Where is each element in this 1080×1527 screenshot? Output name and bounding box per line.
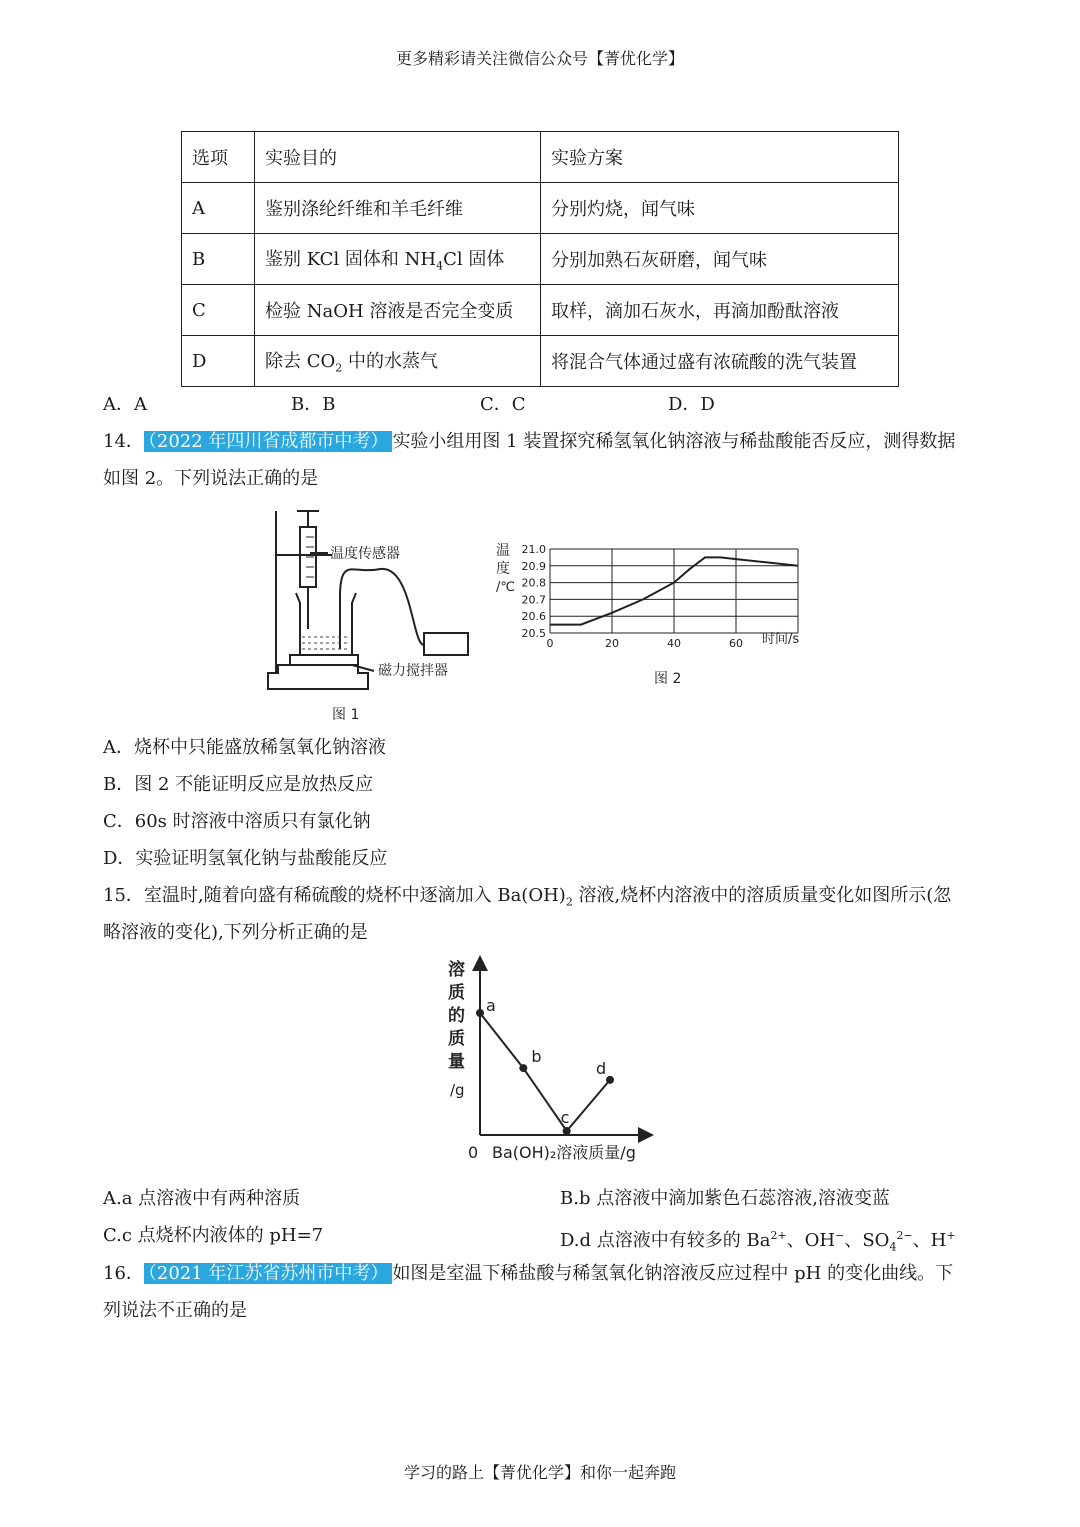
x-tick-label: 20 bbox=[605, 637, 619, 650]
x-axis-label: 时间/s bbox=[762, 632, 800, 647]
q14-source-tag: （2022 年四川省成都市中考） bbox=[144, 431, 393, 452]
beaker bbox=[296, 593, 356, 655]
table-row bbox=[182, 336, 899, 387]
chart-x-ticks bbox=[547, 637, 744, 650]
x-tick-label: 60 bbox=[729, 637, 743, 650]
figure-1-apparatus bbox=[262, 505, 482, 725]
table-cell-option: D bbox=[182, 336, 255, 387]
y-axis-label-char: 质 bbox=[448, 1029, 465, 1049]
figure-2-caption: 图 2 bbox=[654, 671, 682, 687]
q14-option-d: D．实验证明氢氧化钠与盐酸能反应 bbox=[103, 848, 388, 869]
table-row bbox=[182, 234, 899, 285]
q15-option-a: A.a 点溶液中有两种溶质 bbox=[103, 1188, 301, 1209]
point-label-c: c bbox=[560, 1108, 570, 1127]
q13-choice-b: B．B bbox=[291, 394, 336, 415]
table-cell-option: B bbox=[182, 234, 255, 285]
q15-stem-line2: 略溶液的变化),下列分析正确的是 bbox=[103, 922, 368, 943]
chart-y-ticks bbox=[522, 543, 547, 640]
q14-stem-text: 实验小组用图 1 装置探究稀氢氧化钠溶液与稀盐酸能否反应，测得数据 bbox=[392, 431, 956, 452]
table-cell-plan: 取样，滴加石灰水，再滴加酚酞溶液 bbox=[541, 285, 899, 336]
y-axis-label-char: /g bbox=[450, 1081, 465, 1099]
q16-number: 16． bbox=[103, 1263, 144, 1284]
solute-mass-series-line bbox=[480, 1013, 610, 1131]
data-point-d bbox=[606, 1076, 614, 1084]
q16-source-tag: （2021 年江苏省苏州市中考） bbox=[144, 1263, 393, 1284]
q15-option-c: C.c 点烧杯内液体的 pH=7 bbox=[103, 1225, 324, 1246]
q16-stem-text: 如图是室温下稀盐酸与稀氢氧化钠溶液反应过程中 pH 的变化曲线。下 bbox=[392, 1263, 954, 1284]
table-cell-plan: 分别加熟石灰研磨，闻气味 bbox=[541, 234, 899, 285]
sensor-box bbox=[424, 633, 468, 655]
figure-2-chart bbox=[490, 535, 820, 695]
page-header: 更多精彩请关注微信公众号【菁优化学】 bbox=[395, 49, 684, 68]
sensor-label: 温度传感器 bbox=[330, 546, 400, 562]
q15-stem-line1: 15．室温时,随着向盛有稀硫酸的烧杯中逐滴加入 $Ba(OH)_2$ 溶液,烧杯内溶液中的溶质质量变化如图所示(忽 bbox=[103, 885, 952, 909]
q14-number: 14． bbox=[103, 431, 144, 452]
table-row bbox=[182, 183, 899, 234]
y-axis-label-char: /℃ bbox=[496, 580, 515, 595]
x-tick-label: 0 bbox=[546, 637, 554, 650]
point-label-b: b bbox=[531, 1047, 542, 1067]
table-cell-purpose: 鉴别涤纶纤维和羊毛纤维 bbox=[255, 183, 541, 234]
y-axis-label-char: 温 bbox=[496, 543, 510, 559]
table-header-cell: 实验方案 bbox=[541, 132, 899, 183]
q14-stem-line2: 如图 2。下列说法正确的是 bbox=[103, 468, 319, 489]
y-tick-label: 21.0 bbox=[521, 543, 546, 556]
y-tick-label: 20.9 bbox=[521, 559, 546, 573]
table-header-row bbox=[182, 132, 899, 183]
y-axis-label-char: 度 bbox=[496, 561, 510, 577]
y-tick-label: 20.8 bbox=[521, 576, 546, 590]
point-label-a: a bbox=[486, 996, 496, 1015]
q13-choice-a: A．A bbox=[103, 394, 147, 415]
q16-stem-line2: 列说法不正确的是 bbox=[103, 1300, 247, 1321]
stirrer-label: 磁力搅拌器 bbox=[378, 663, 448, 679]
table-cell-purpose: 鉴别 KCl 固体和 $NH_4Cl$ 固体 bbox=[255, 234, 541, 285]
table-cell-purpose: 除去 $CO_2$ 中的水蒸气 bbox=[255, 336, 541, 387]
data-point-a bbox=[476, 1009, 484, 1017]
table-row bbox=[182, 285, 899, 336]
figure-1-caption: 图 1 bbox=[332, 707, 360, 723]
data-point-c bbox=[563, 1127, 571, 1135]
y-axis-label-char: 质 bbox=[448, 983, 465, 1003]
beaker-liquid bbox=[302, 637, 350, 649]
q15-solute-mass-chart bbox=[440, 955, 660, 1170]
q15-option-b: B.b 点溶液中滴加紫色石蕊溶液,溶液变蓝 bbox=[560, 1188, 890, 1209]
x-axis-label: Ba(OH)₂溶液质量/g bbox=[492, 1143, 636, 1162]
table-header-cell: 选项 bbox=[182, 132, 255, 183]
q16-stem-line1 bbox=[103, 1262, 953, 1286]
q15-option-d: D.d 点溶液中有较多的 $Ba^{2+}$、OH−、$SO_4^{2-}$、H+ bbox=[560, 1229, 956, 1254]
y-tick-label: 20.7 bbox=[521, 593, 546, 607]
table-cell-purpose: 检验 NaOH 溶液是否完全变质 bbox=[255, 285, 541, 336]
page-footer: 学习的路上【菁优化学】和你一起奔跑 bbox=[403, 1463, 676, 1482]
y-tick-label: 20.5 bbox=[521, 627, 546, 640]
y-axis-label-char: 量 bbox=[448, 1052, 465, 1072]
y-axis-label-char: 溶 bbox=[448, 960, 465, 980]
y-axis-label-char: 的 bbox=[448, 1006, 465, 1026]
q14-option-a: A．烧杯中只能盛放稀氢氧化钠溶液 bbox=[103, 737, 386, 758]
table-cell-plan: 将混合气体通过盛有浓硫酸的洗气装置 bbox=[541, 336, 899, 387]
q13-choice-d: D．D bbox=[668, 394, 715, 415]
stand-base bbox=[268, 665, 368, 689]
data-point-b bbox=[519, 1064, 527, 1072]
table-cell-option: C bbox=[182, 285, 255, 336]
table-cell-option: A bbox=[182, 183, 255, 234]
y-tick-label: 20.6 bbox=[521, 610, 546, 624]
options-table bbox=[181, 131, 899, 387]
origin-label: 0 bbox=[468, 1143, 479, 1162]
q14-stem-line1 bbox=[103, 430, 955, 454]
chart-points bbox=[476, 996, 614, 1135]
q13-choice-c: C．C bbox=[480, 394, 526, 415]
table-header-cell: 实验目的 bbox=[255, 132, 541, 183]
q14-option-c: C．60s 时溶液中溶质只有氯化钠 bbox=[103, 811, 371, 832]
x-tick-label: 40 bbox=[667, 637, 681, 650]
point-label-d: d bbox=[596, 1058, 607, 1078]
stirrer-plate bbox=[290, 655, 358, 665]
table-cell-plan: 分别灼烧，闻气味 bbox=[541, 183, 899, 234]
q14-option-b: B．图 2 不能证明反应是放热反应 bbox=[103, 774, 374, 795]
